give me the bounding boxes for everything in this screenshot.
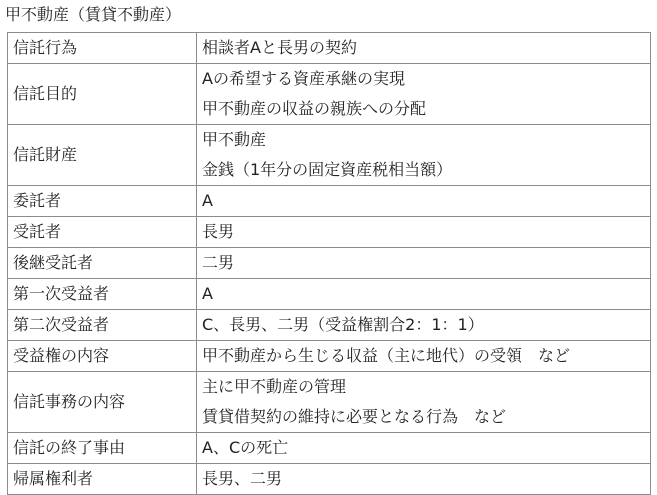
row-value-line: C、長男、二男（受益権割合2：1：1） <box>202 315 484 334</box>
row-value-line: 賃貸借契約の維持に必要となる行為 など <box>202 407 507 426</box>
row-value-line: 長男 <box>202 222 235 241</box>
table-row <box>8 186 651 217</box>
row-value <box>197 248 651 279</box>
row-value-line: 相談者Aと長男の契約 <box>202 38 357 57</box>
table-row <box>8 433 651 464</box>
row-value-line: 二男 <box>202 253 235 272</box>
row-value <box>197 310 651 341</box>
row-label: 第一次受益者 <box>8 279 197 310</box>
row-value-line: 主に甲不動産の管理 <box>202 377 347 396</box>
row-label: 後継受託者 <box>8 248 197 279</box>
row-value <box>197 464 651 495</box>
row-label: 委託者 <box>8 186 197 217</box>
row-value-line: 甲不動産の収益の親族への分配 <box>202 99 427 118</box>
row-value-line: 甲不動産から生じる収益（主に地代）の受領 など <box>202 346 571 365</box>
row-label: 信託財産 <box>8 125 197 186</box>
table-row <box>8 279 651 310</box>
table-row <box>8 125 651 186</box>
row-value-line: 長男、二男 <box>202 469 283 488</box>
table-row <box>8 64 651 125</box>
table-row <box>8 33 651 64</box>
row-value <box>197 64 651 125</box>
row-value <box>197 279 651 310</box>
row-value <box>197 341 651 372</box>
row-label: 信託目的 <box>8 64 197 125</box>
row-value <box>197 33 651 64</box>
row-value-line: 甲不動産 <box>202 130 267 149</box>
table-row <box>8 248 651 279</box>
row-label: 第二次受益者 <box>8 310 197 341</box>
row-value <box>197 433 651 464</box>
row-label: 信託の終了事由 <box>8 433 197 464</box>
row-value-line: 金銭（1年分の固定資産税相当額） <box>202 160 453 179</box>
row-label: 信託事務の内容 <box>8 372 197 433</box>
row-value-line: A、Cの死亡 <box>202 438 289 457</box>
row-value <box>197 186 651 217</box>
trust-summary-table <box>7 32 651 495</box>
table-row <box>8 372 651 433</box>
row-label: 受益権の内容 <box>8 341 197 372</box>
table-row <box>8 310 651 341</box>
row-value-line: A <box>202 284 213 303</box>
row-value-line: A <box>202 191 213 210</box>
table-row <box>8 217 651 248</box>
row-label: 帰属権利者 <box>8 464 197 495</box>
row-value <box>197 217 651 248</box>
row-value <box>197 372 651 433</box>
row-label: 受託者 <box>8 217 197 248</box>
row-value-line: Aの希望する資産承継の実現 <box>202 69 405 88</box>
row-value <box>197 125 651 186</box>
row-label: 信託行為 <box>8 33 197 64</box>
table-row <box>8 341 651 372</box>
table-row <box>8 464 651 495</box>
table-caption: 甲不動産（賃貸不動産） <box>5 5 182 24</box>
